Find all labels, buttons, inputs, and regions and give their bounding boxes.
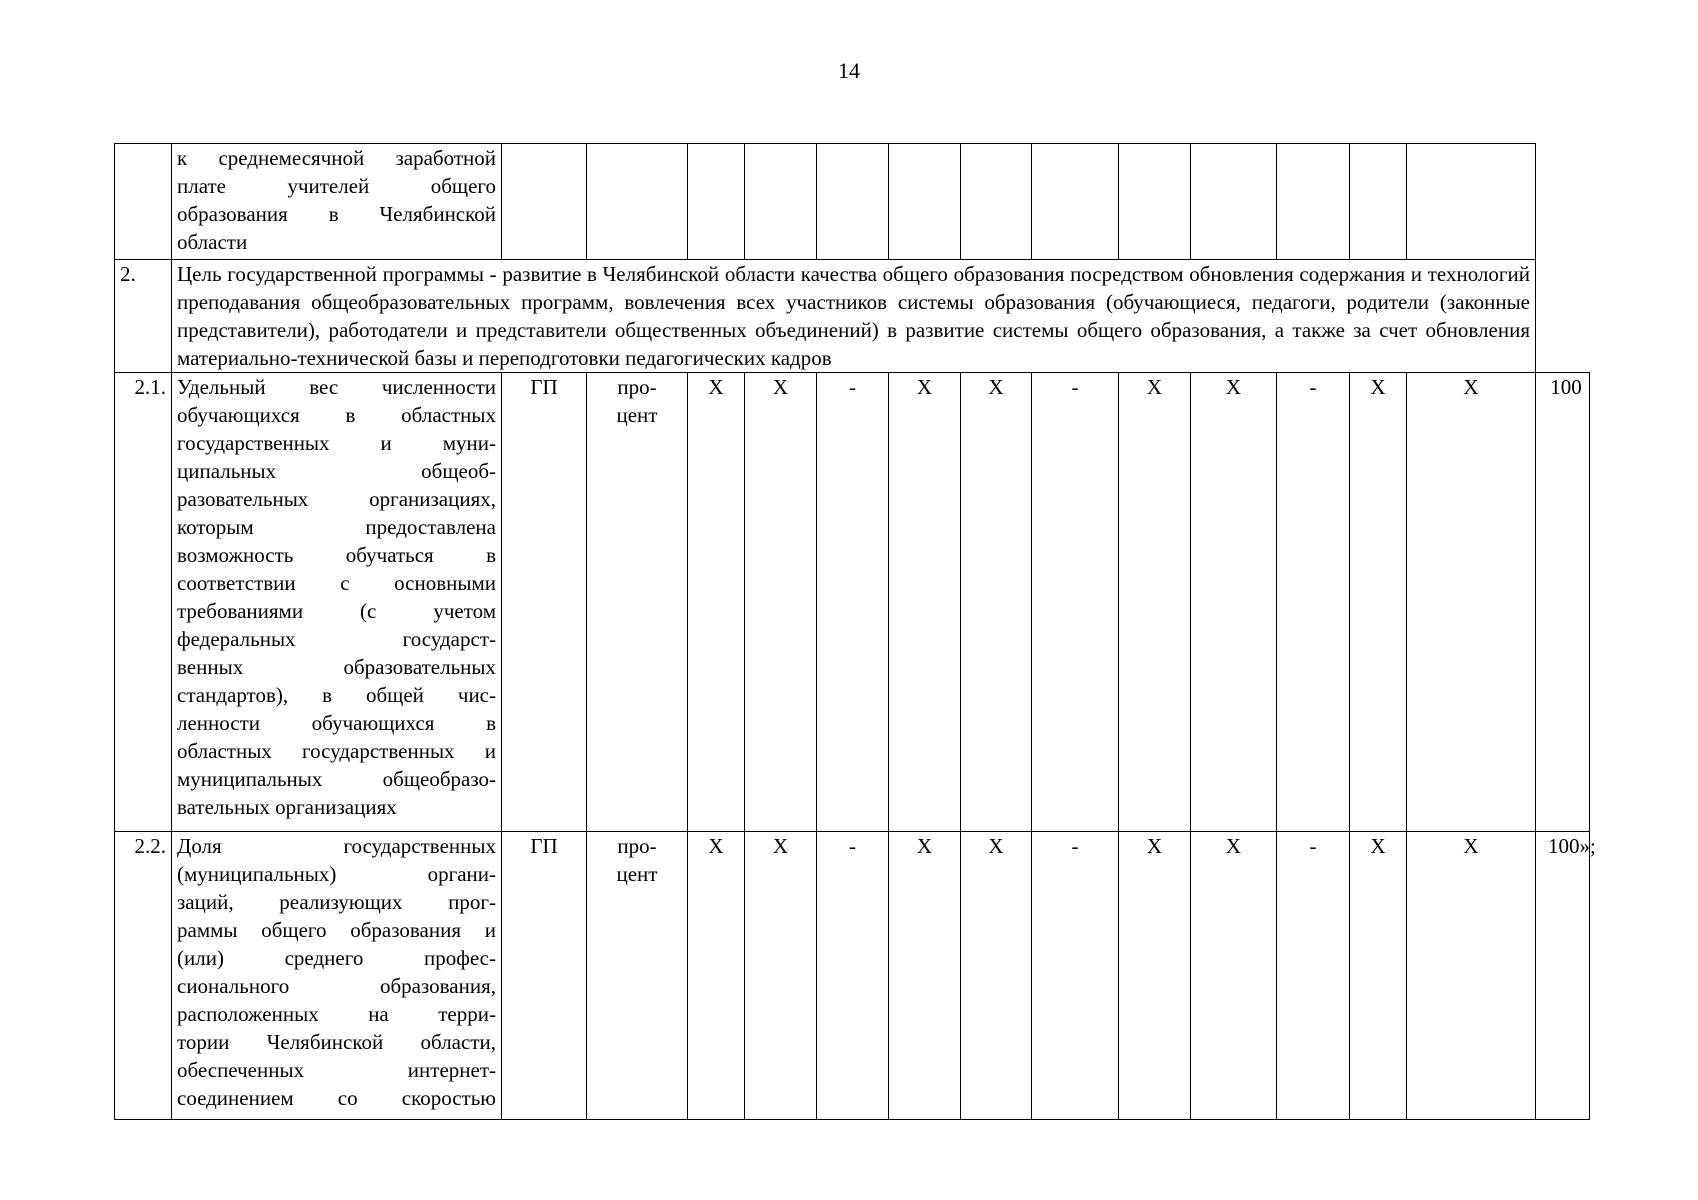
value-cell: -	[1032, 373, 1119, 832]
description-line: Удельный вес численности	[177, 375, 496, 399]
value-cell	[745, 144, 817, 260]
value-cell: 100»;	[1536, 832, 1590, 1120]
description-line: стандартов), в общей чис-	[177, 683, 496, 707]
description-line: плате учителей общего	[177, 174, 496, 198]
value-cell: Х	[1191, 832, 1277, 1120]
value-cell: Х	[1119, 373, 1191, 832]
value-cell: Х	[1119, 832, 1191, 1120]
description-line: (или) среднего профес-	[177, 946, 496, 970]
value-cell: Х	[961, 373, 1032, 832]
value-cell: Х	[1191, 373, 1277, 832]
value-cell: Х	[889, 832, 961, 1120]
description-line: которым предоставлена	[177, 515, 496, 539]
description-line: областных государственных и	[177, 739, 496, 763]
source-cell: ГП	[502, 832, 587, 1120]
description-line: обучающихся в областных	[177, 403, 496, 427]
indicator-description	[172, 373, 502, 832]
unit-text: цент	[616, 862, 658, 886]
indicators-table	[114, 143, 1596, 1120]
source-cell: ГП	[502, 373, 587, 832]
table-row	[115, 373, 1590, 832]
description-line: расположенных на терри-	[177, 1002, 496, 1026]
value-cell	[1350, 144, 1407, 260]
row-number	[115, 144, 172, 260]
description-line: сионального образования,	[177, 974, 496, 998]
description-line: соединением со скоростью	[177, 1086, 496, 1110]
page-number: 14	[838, 58, 860, 83]
table-row	[115, 144, 1590, 260]
description-line: федеральных государст-	[177, 627, 496, 651]
value-cell: Х	[1407, 373, 1536, 832]
indicator-description	[172, 832, 502, 1120]
description-line: разовательных организациях,	[177, 487, 496, 511]
value-cell	[1032, 144, 1119, 260]
description-line: области	[177, 230, 248, 254]
value-cell: 100	[1536, 373, 1590, 832]
table-row	[115, 260, 1590, 373]
description-line: государственных и муни-	[177, 431, 496, 455]
goal-text: Цель государственной программы - развитие в Челябинской области качества общего образования посредством обновления содержания и технологий преподавания общеобразовательных программ, вовлечения всех участников системы образования (обучающиеся, педагоги, родители (законные представители), работодатели и представители общественных объединений) в развитие системы общего образования, а также за счет обновления материально-технической базы и переподготовки педагогических кадров	[172, 260, 1536, 373]
value-cell	[1191, 144, 1277, 260]
description-line: раммы общего образования и	[177, 918, 496, 942]
indicator-description	[172, 144, 502, 260]
value-cell: -	[817, 373, 889, 832]
unit-cell	[587, 832, 688, 1120]
description-line: соответствии с основными	[177, 571, 496, 595]
description-line: обеспеченных интернет-	[177, 1058, 496, 1082]
unit-text: про-	[617, 375, 657, 399]
description-line: ципальных общеоб-	[177, 459, 496, 483]
description-line: требованиями (с учетом	[177, 599, 496, 623]
description-line: муниципальных общеобразо-	[177, 767, 496, 791]
value-cell	[688, 144, 745, 260]
row-number: 2.	[115, 260, 172, 373]
value-cell	[587, 144, 688, 260]
value-cell: Х	[745, 373, 817, 832]
value-cell: Х	[1350, 373, 1407, 832]
description-line: Доля государственных	[177, 834, 496, 858]
value-cell	[817, 144, 889, 260]
value-cell	[1407, 144, 1536, 260]
value-cell	[1119, 144, 1191, 260]
value-cell: -	[1277, 373, 1350, 832]
unit-text: про-	[617, 834, 657, 858]
description-line: заций, реализующих прог-	[177, 890, 496, 914]
value-cell: Х	[745, 832, 817, 1120]
description-line: к среднемесячной заработной	[177, 146, 496, 170]
table-row	[115, 832, 1590, 1120]
row-number: 2.1.	[115, 373, 172, 832]
description-line: образования в Челябинской	[177, 202, 496, 226]
value-cell: Х	[1350, 832, 1407, 1120]
value-cell: Х	[961, 832, 1032, 1120]
value-cell	[961, 144, 1032, 260]
value-cell: Х	[688, 832, 745, 1120]
value-cell: -	[1032, 832, 1119, 1120]
value-cell: Х	[688, 373, 745, 832]
unit-cell	[587, 373, 688, 832]
description-line: тории Челябинской области,	[177, 1030, 496, 1054]
value-cell: -	[817, 832, 889, 1120]
description-line: возможность обучаться в	[177, 543, 496, 567]
value-cell	[502, 144, 587, 260]
value-cell: Х	[1407, 832, 1536, 1120]
value-cell: Х	[889, 373, 961, 832]
value-cell	[889, 144, 961, 260]
value-cell	[1277, 144, 1350, 260]
description-line: (муниципальных) органи-	[177, 862, 496, 886]
value-cell: -	[1277, 832, 1350, 1120]
description-line: вательных организациях	[177, 795, 397, 819]
description-line: ленности обучающихся в	[177, 711, 496, 735]
row-number: 2.2.	[115, 832, 172, 1120]
unit-text: цент	[616, 403, 658, 427]
description-line: венных образовательных	[177, 655, 496, 679]
